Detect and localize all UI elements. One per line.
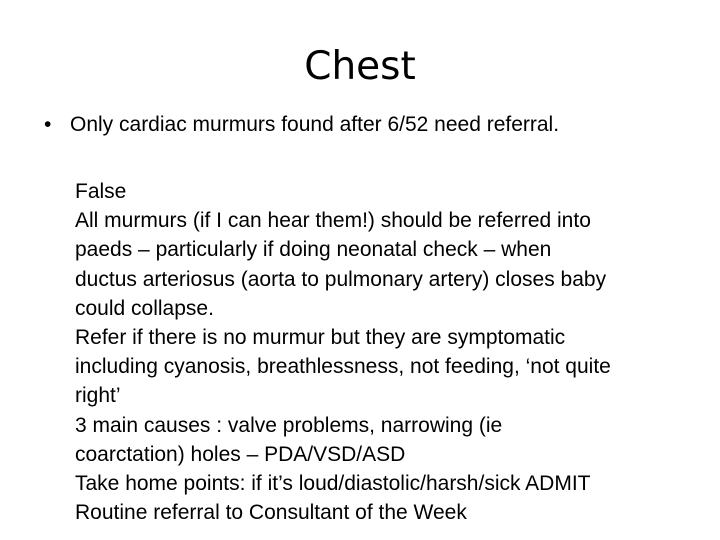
answer-line: paeds – particularly if doing neonatal check – when <box>75 238 552 262</box>
answer-line: Refer if there is no murmur but they are symptomatic <box>75 326 566 350</box>
bullet-text: Only cardiac murmurs found after 6/52 need referral. <box>70 113 560 136</box>
answer-line: Routine referral to Consultant of the Week <box>75 501 467 525</box>
answer-line: False <box>75 180 127 203</box>
answer-line: right’ <box>75 384 121 408</box>
answer-line: could collapse. <box>75 296 214 320</box>
answer-line: All murmurs (if I can hear them!) should be referred into <box>75 209 591 233</box>
slide-title: Chest <box>304 44 416 89</box>
answer-line: 3 main causes : valve problems, narrowing (ie <box>75 413 503 437</box>
answer-line: including cyanosis, breathlessness, not feeding, ‘not quite <box>75 355 611 379</box>
answer-block <box>75 177 715 527</box>
answer-line: Take home points: if it’s loud/diastolic/harsh/sick ADMIT <box>75 472 591 496</box>
answer-line: ductus arteriosus (aorta to pulmonary artery) closes baby <box>75 267 607 291</box>
answer-line: coarctation) holes – PDA/VSD/ASD <box>75 442 406 466</box>
bullet-item <box>44 110 704 140</box>
bullet-marker: • <box>44 113 52 136</box>
